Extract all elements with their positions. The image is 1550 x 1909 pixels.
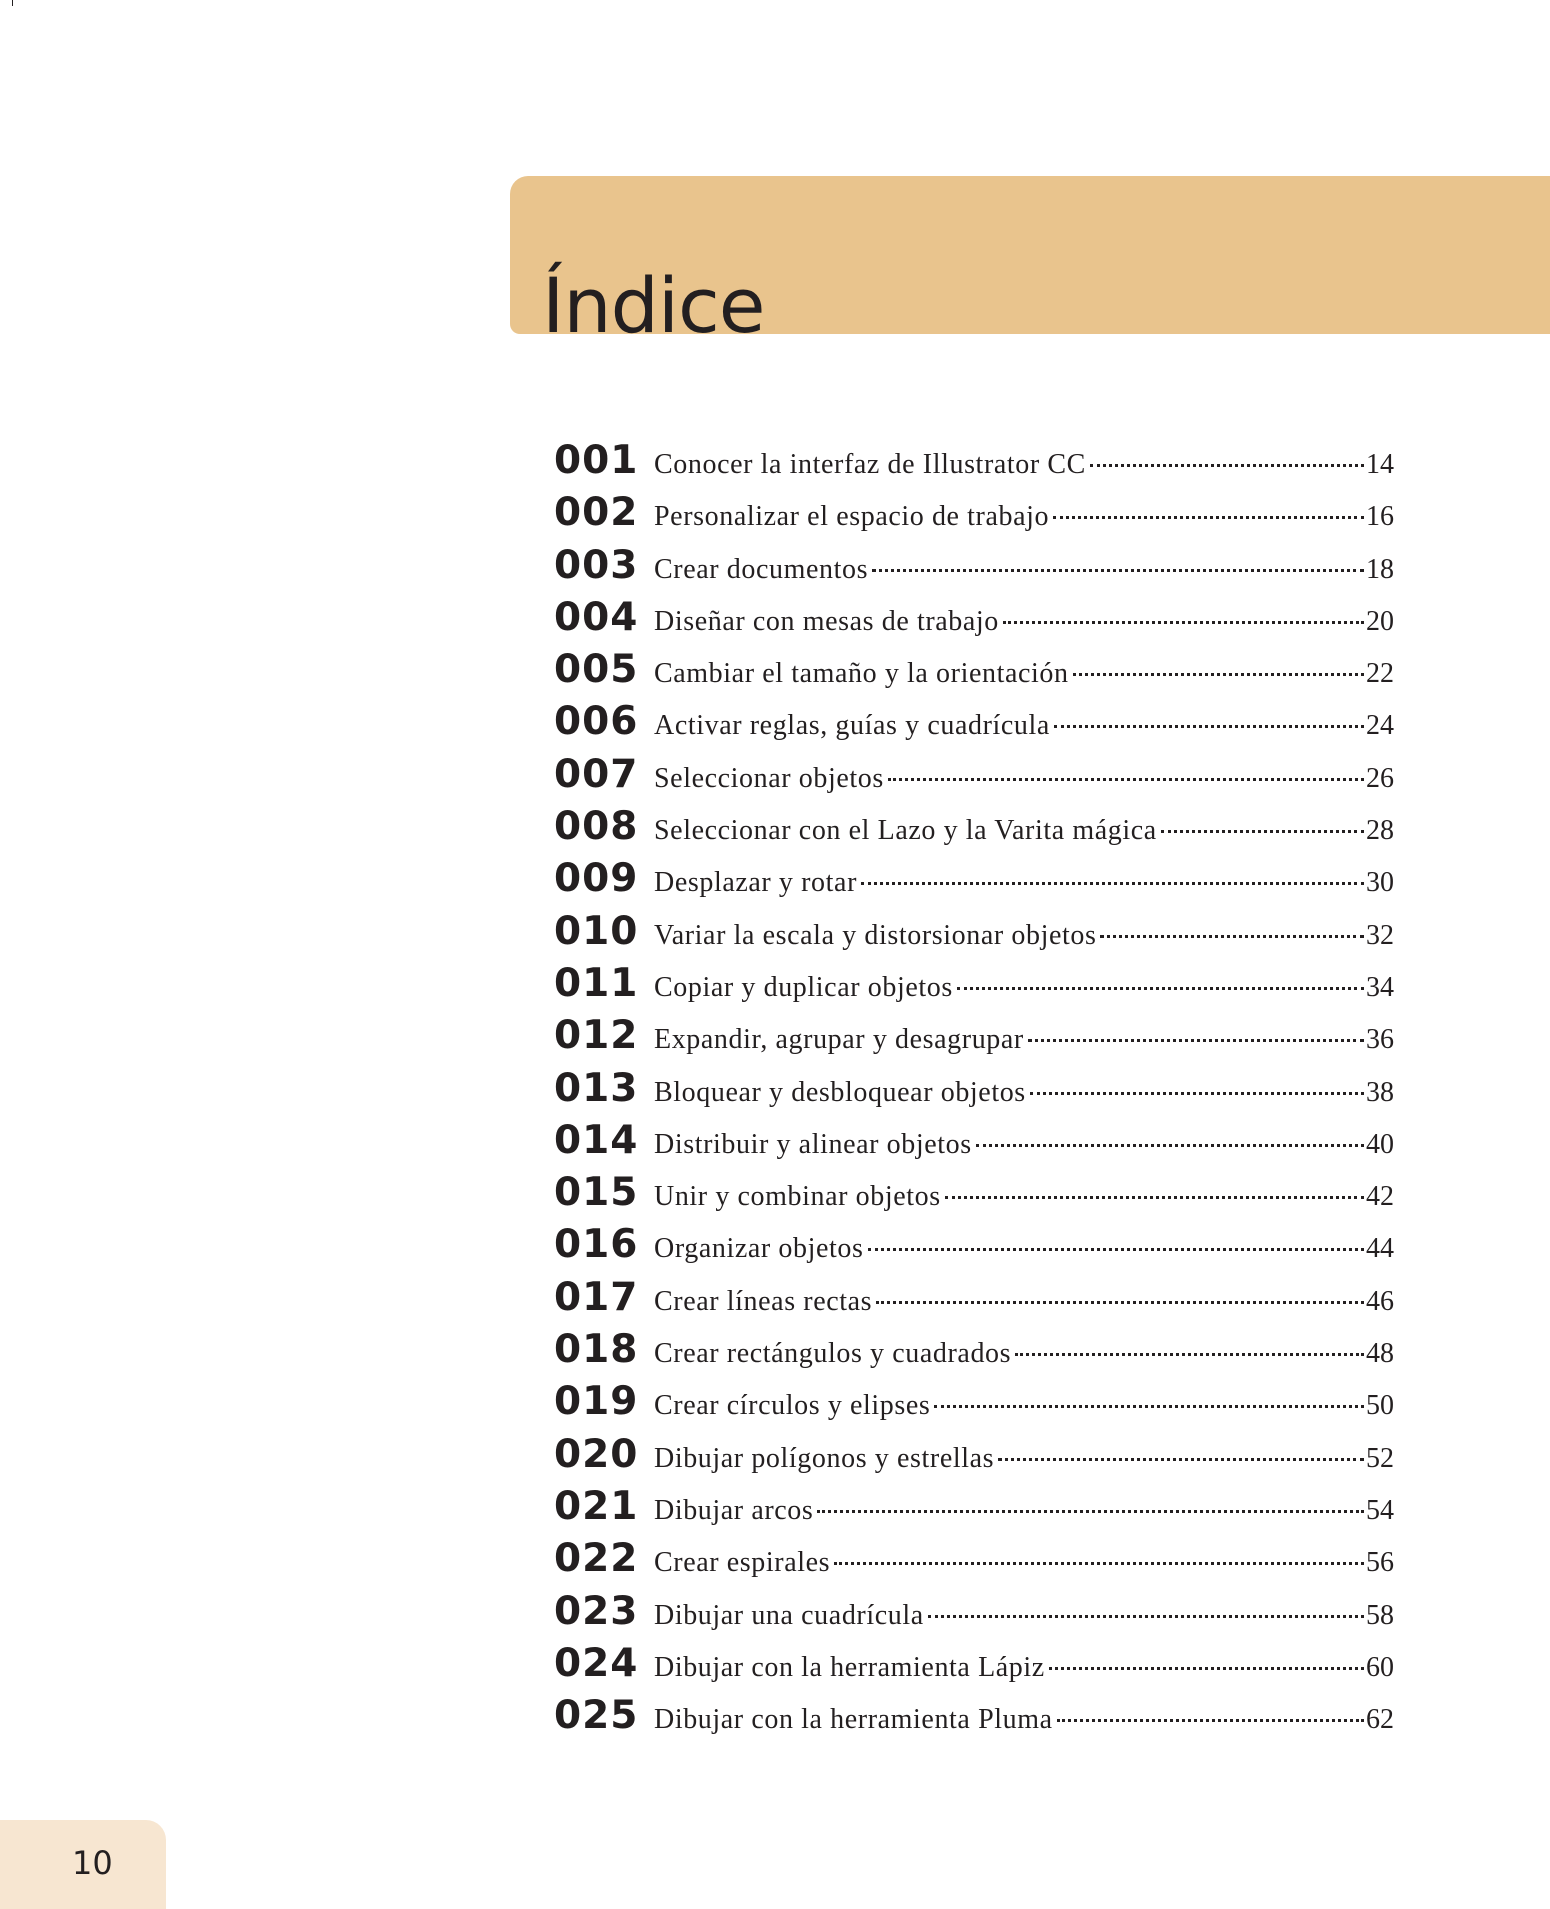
toc-entry-number: 024 xyxy=(554,1640,639,1686)
toc-entry-page: 62 xyxy=(1366,1704,1394,1736)
toc-entry-title: Crear líneas rectas xyxy=(654,1285,873,1317)
toc-entry-number: 022 xyxy=(554,1536,639,1582)
dot-leader xyxy=(861,882,1364,885)
title-band xyxy=(510,176,1550,350)
dot-leader xyxy=(1073,673,1364,676)
toc-entry-page: 24 xyxy=(1366,710,1394,742)
dot-leader xyxy=(834,1562,1364,1565)
toc-entry[interactable] xyxy=(554,490,1394,542)
dot-leader xyxy=(1028,1039,1364,1042)
toc-entry-title: Dibujar polígonos y estrellas xyxy=(654,1442,995,1474)
dot-leader xyxy=(888,778,1364,781)
toc-entry[interactable] xyxy=(554,1327,1394,1379)
toc-entry-number: 009 xyxy=(554,856,639,902)
toc-entry-title: Dibujar con la herramienta Pluma xyxy=(654,1704,1053,1736)
toc-entry-page: 50 xyxy=(1366,1390,1394,1422)
toc-entry-number: 017 xyxy=(554,1274,639,1320)
dot-leader xyxy=(1015,1353,1364,1356)
toc-entry[interactable] xyxy=(554,1484,1394,1536)
toc-entry-title: Dibujar una cuadrícula xyxy=(654,1599,924,1631)
toc-entry-page: 58 xyxy=(1366,1599,1394,1631)
dot-leader xyxy=(1049,1667,1364,1670)
toc-entry[interactable] xyxy=(554,1170,1394,1222)
toc-entry[interactable] xyxy=(554,1693,1394,1745)
toc-entry[interactable] xyxy=(554,804,1394,856)
toc-entry-page: 22 xyxy=(1366,658,1394,690)
dot-leader xyxy=(1161,830,1364,833)
toc-entry-title: Distribuir y alinear objetos xyxy=(654,1128,972,1160)
dot-leader xyxy=(817,1510,1364,1513)
toc-entry[interactable] xyxy=(554,1536,1394,1588)
toc-entry-number: 015 xyxy=(554,1170,639,1216)
toc-entry-title: Copiar y duplicar objetos xyxy=(654,971,953,1003)
table-of-contents xyxy=(554,438,1394,1745)
toc-entry-number: 012 xyxy=(554,1013,639,1059)
dot-leader xyxy=(998,1458,1364,1461)
toc-entry-number: 018 xyxy=(554,1327,639,1373)
toc-entry[interactable] xyxy=(554,752,1394,804)
toc-entry-number: 014 xyxy=(554,1117,639,1163)
toc-entry-page: 16 xyxy=(1366,501,1394,533)
page-title: Índice xyxy=(542,261,765,350)
toc-entry-title: Organizar objetos xyxy=(654,1233,864,1265)
toc-entry-title: Crear círculos y elipses xyxy=(654,1390,931,1422)
toc-entry-page: 38 xyxy=(1366,1076,1394,1108)
toc-entry[interactable] xyxy=(554,1118,1394,1170)
toc-entry-title: Crear rectángulos y cuadrados xyxy=(654,1338,1012,1370)
toc-entry-page: 52 xyxy=(1366,1442,1394,1474)
dot-leader xyxy=(1100,935,1364,938)
toc-entry-page: 60 xyxy=(1366,1651,1394,1683)
page-number: 10 xyxy=(72,1844,113,1882)
dot-leader xyxy=(1057,1719,1364,1722)
toc-entry[interactable] xyxy=(554,1589,1394,1641)
crop-mark xyxy=(12,0,13,6)
toc-entry-number: 002 xyxy=(554,490,639,536)
toc-entry[interactable] xyxy=(554,438,1394,490)
dot-leader xyxy=(868,1248,1364,1251)
dot-leader xyxy=(976,1144,1364,1147)
toc-entry[interactable] xyxy=(554,909,1394,961)
toc-entry-title: Crear documentos xyxy=(654,553,869,585)
toc-entry[interactable] xyxy=(554,1275,1394,1327)
toc-entry[interactable] xyxy=(554,543,1394,595)
toc-entry-number: 021 xyxy=(554,1483,639,1529)
toc-entry-page: 26 xyxy=(1366,762,1394,794)
dot-leader xyxy=(945,1196,1364,1199)
dot-leader xyxy=(957,987,1364,990)
toc-entry-number: 023 xyxy=(554,1588,639,1634)
toc-entry-title: Personalizar el espacio de trabajo xyxy=(654,501,1050,533)
toc-entry-page: 54 xyxy=(1366,1494,1394,1526)
page-number-tab xyxy=(0,1820,166,1909)
toc-entry-number: 007 xyxy=(554,751,639,797)
toc-entry-number: 020 xyxy=(554,1431,639,1477)
dot-leader xyxy=(1054,725,1364,728)
toc-entry[interactable] xyxy=(554,1222,1394,1274)
toc-entry-page: 40 xyxy=(1366,1128,1394,1160)
toc-entry-title: Activar reglas, guías y cuadrícula xyxy=(654,710,1050,742)
toc-entry-number: 006 xyxy=(554,699,639,745)
toc-entry[interactable] xyxy=(554,1379,1394,1431)
toc-entry-page: 48 xyxy=(1366,1338,1394,1370)
toc-entry-title: Unir y combinar objetos xyxy=(654,1181,941,1213)
dot-leader xyxy=(1030,1092,1364,1095)
toc-entry-number: 011 xyxy=(554,960,639,1006)
toc-entry-page: 42 xyxy=(1366,1181,1394,1213)
toc-entry-title: Bloquear y desbloquear objetos xyxy=(654,1076,1026,1108)
dot-leader xyxy=(934,1405,1364,1408)
toc-entry-page: 28 xyxy=(1366,815,1394,847)
dot-leader xyxy=(928,1615,1364,1618)
toc-entry[interactable] xyxy=(554,1066,1394,1118)
toc-entry-page: 44 xyxy=(1366,1233,1394,1265)
toc-entry[interactable] xyxy=(554,1432,1394,1484)
toc-entry-page: 18 xyxy=(1366,553,1394,585)
toc-entry-number: 013 xyxy=(554,1065,639,1111)
toc-entry-number: 001 xyxy=(554,438,639,483)
dot-leader xyxy=(1053,516,1364,519)
toc-entry[interactable] xyxy=(554,961,1394,1013)
toc-entry-number: 010 xyxy=(554,908,639,954)
toc-entry[interactable] xyxy=(554,1013,1394,1065)
toc-entry-page: 46 xyxy=(1366,1285,1394,1317)
toc-entry-title: Conocer la interfaz de Illustrator CC xyxy=(654,449,1086,480)
toc-entry-title: Seleccionar objetos xyxy=(654,762,884,794)
toc-entry-title: Seleccionar con el Lazo y la Varita mágica xyxy=(654,815,1157,847)
toc-entry-number: 025 xyxy=(554,1693,639,1739)
dot-leader xyxy=(1003,621,1364,624)
dot-leader xyxy=(872,569,1364,572)
toc-entry-page: 14 xyxy=(1366,449,1394,480)
toc-entry[interactable] xyxy=(554,856,1394,908)
toc-entry-number: 005 xyxy=(554,647,639,693)
toc-entry[interactable] xyxy=(554,699,1394,751)
toc-entry-title: Dibujar arcos xyxy=(654,1494,814,1526)
toc-entry-title: Expandir, agrupar y desagrupar xyxy=(654,1024,1024,1056)
toc-entry-title: Desplazar y rotar xyxy=(654,867,857,899)
toc-entry-title: Crear espirales xyxy=(654,1547,831,1579)
toc-entry-page: 20 xyxy=(1366,605,1394,637)
toc-entry-page: 32 xyxy=(1366,919,1394,951)
toc-entry[interactable] xyxy=(554,595,1394,647)
dot-leader xyxy=(876,1301,1364,1304)
toc-entry-title: Dibujar con la herramienta Lápiz xyxy=(654,1651,1045,1683)
toc-entry-title: Diseñar con mesas de trabajo xyxy=(654,605,999,637)
toc-entry-title: Variar la escala y distorsionar objetos xyxy=(654,919,1097,951)
toc-entry[interactable] xyxy=(554,647,1394,699)
dot-leader xyxy=(1090,464,1364,467)
toc-entry-number: 003 xyxy=(554,542,639,588)
toc-entry-page: 56 xyxy=(1366,1547,1394,1579)
toc-entry-page: 30 xyxy=(1366,867,1394,899)
toc-entry-number: 016 xyxy=(554,1222,639,1268)
toc-entry-page: 34 xyxy=(1366,971,1394,1003)
toc-entry-number: 004 xyxy=(554,594,639,640)
toc-entry[interactable] xyxy=(554,1641,1394,1693)
toc-entry-number: 019 xyxy=(554,1379,639,1425)
toc-entry-number: 008 xyxy=(554,804,639,850)
toc-entry-page: 36 xyxy=(1366,1024,1394,1056)
toc-entry-title: Cambiar el tamaño y la orientación xyxy=(654,658,1069,690)
